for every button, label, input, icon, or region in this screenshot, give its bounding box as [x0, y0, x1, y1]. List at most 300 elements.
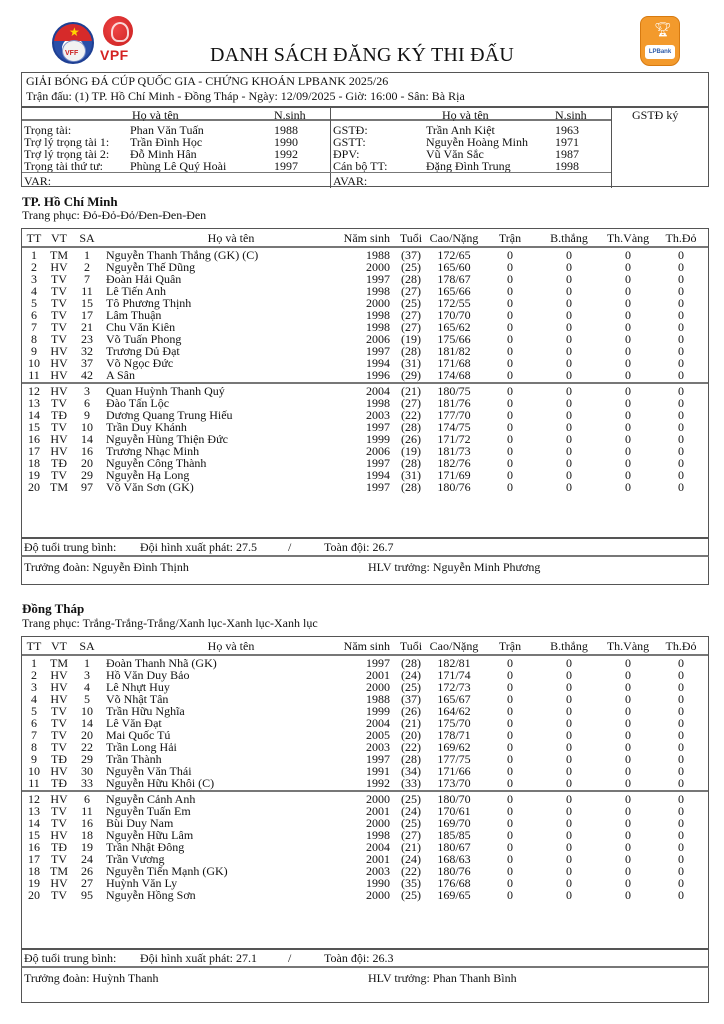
official-name: Đặng Đình Trung: [426, 159, 511, 173]
player-number: 20: [28, 888, 40, 902]
goals: 0: [566, 248, 572, 262]
matches-played: 0: [507, 368, 513, 382]
goals: 0: [566, 456, 572, 470]
official-role: Trợ lý trọng tài 1:: [24, 135, 110, 149]
col-header-signature: GSTĐ ký: [632, 108, 679, 122]
player-position: TV: [51, 852, 67, 866]
avg-age-starting: Đội hình xuất phát: 27.5: [140, 540, 257, 554]
birth-year: 1998: [366, 308, 390, 322]
official-birth: 1997: [274, 159, 298, 173]
avar-label: AVAR:: [333, 174, 368, 188]
goals: 0: [566, 704, 572, 718]
player-name: Chu Văn Kiên: [106, 320, 176, 334]
height-weight: 171/72: [437, 432, 471, 446]
player-name: Trần Thành: [106, 752, 162, 766]
shirt-number: 1: [84, 656, 90, 670]
player-age: (19): [401, 332, 421, 346]
col-header-red-cards: Th.Đỏ: [665, 639, 697, 653]
height-weight: 178/67: [437, 272, 471, 286]
player-name: A Sân: [106, 368, 136, 382]
goals: 0: [566, 272, 572, 286]
shirt-number: 18: [81, 828, 93, 842]
matches-played: 0: [507, 764, 513, 778]
shirt-number: 97: [81, 480, 93, 494]
birth-year: 1998: [366, 396, 390, 410]
player-age: (24): [401, 852, 421, 866]
matches-played: 0: [507, 320, 513, 334]
birth-year: 1990: [366, 876, 390, 890]
col-header-matches-played: Trận: [498, 231, 522, 245]
player-age: (27): [401, 828, 421, 842]
shirt-number: 16: [81, 816, 93, 830]
player-position: HV: [50, 828, 68, 842]
player-age: (21): [401, 840, 421, 854]
height-weight: 171/74: [437, 668, 471, 682]
shirt-number: 22: [81, 740, 93, 754]
col-header-player-name: Họ và tên: [207, 639, 255, 653]
player-name: Nguyễn Thế Dũng: [106, 260, 196, 274]
matches-played: 0: [507, 680, 513, 694]
height-weight: 168/63: [437, 852, 471, 866]
birth-year: 2000: [366, 260, 390, 274]
player-age: (26): [401, 704, 421, 718]
goals: 0: [566, 668, 572, 682]
player-position: TV: [51, 308, 67, 322]
player-age: (25): [401, 680, 421, 694]
shirt-number: 2: [84, 260, 90, 274]
col-header-matches-played: Trận: [498, 639, 522, 653]
birth-year: 1991: [366, 764, 390, 778]
yellow-cards: 0: [625, 852, 631, 866]
player-number: 15: [28, 420, 40, 434]
col-header-birth-year: Năm sinh: [343, 231, 390, 245]
player-name: Mai Quốc Tú: [106, 728, 171, 742]
player-number: 7: [31, 728, 37, 742]
player-position: TV: [51, 396, 67, 410]
player-number: 17: [28, 444, 40, 458]
player-position: HV: [50, 792, 68, 806]
column-divider: [330, 108, 331, 188]
competition-name: GIẢI BÓNG ĐÁ CÚP QUỐC GIA - CHỨNG KHOÁN LPBANK 2025/26: [26, 74, 389, 88]
col-header-goals: B.thắng: [550, 639, 588, 653]
col-header-player-age: Tuổi: [399, 639, 423, 653]
player-number: 1: [31, 656, 37, 670]
height-weight: 174/68: [437, 368, 471, 382]
matches-played: 0: [507, 432, 513, 446]
team-kit-home: Trang phục: Đỏ-Đỏ-Đỏ/Đen-Đen-Đen: [22, 208, 207, 222]
birth-year: 1997: [366, 456, 390, 470]
goals: 0: [566, 260, 572, 274]
height-weight: 171/68: [437, 356, 471, 370]
goals: 0: [566, 728, 572, 742]
official-role: Trợ lý trọng tài 2:: [24, 147, 110, 161]
yellow-cards: 0: [625, 816, 631, 830]
player-name: Trần Nhật Đông: [106, 840, 185, 854]
birth-year: 2003: [366, 740, 390, 754]
avg-age-all: Toàn đội: 26.7: [324, 540, 394, 554]
player-position: TV: [51, 888, 67, 902]
red-cards: 0: [678, 432, 684, 446]
player-age: (33): [401, 776, 421, 790]
player-number: 18: [28, 456, 40, 470]
shirt-number: 4: [84, 680, 90, 694]
matches-played: 0: [507, 852, 513, 866]
goals: 0: [566, 716, 572, 730]
red-cards: 0: [678, 656, 684, 670]
average-age-home: [21, 538, 709, 557]
birth-year: 2003: [366, 408, 390, 422]
official-birth: 1998: [555, 159, 579, 173]
birth-year: 2003: [366, 864, 390, 878]
yellow-cards: 0: [625, 740, 631, 754]
col-header-goals: B.thắng: [550, 231, 588, 245]
red-cards: 0: [678, 852, 684, 866]
goals: 0: [566, 840, 572, 854]
shirt-number: 5: [84, 692, 90, 706]
col-header-shirt-number: SA: [79, 639, 95, 653]
player-age: (28): [401, 656, 421, 670]
goals: 0: [566, 308, 572, 322]
birth-year: 2004: [366, 384, 390, 398]
birth-year: 2005: [366, 728, 390, 742]
official-role: Trọng tài thứ tư:: [24, 159, 103, 173]
table-row: [22, 369, 708, 381]
birth-year: 1992: [366, 776, 390, 790]
player-position: HV: [50, 876, 68, 890]
goals: 0: [566, 296, 572, 310]
official-birth: 1988: [274, 123, 298, 137]
birth-year: 1997: [366, 752, 390, 766]
matches-played: 0: [507, 444, 513, 458]
goals: 0: [566, 420, 572, 434]
matches-played: 0: [507, 776, 513, 790]
goals: 0: [566, 368, 572, 382]
height-weight: 164/62: [437, 704, 471, 718]
shirt-number: 17: [81, 308, 93, 322]
red-cards: 0: [678, 728, 684, 742]
goals: 0: [566, 356, 572, 370]
shirt-number: 11: [81, 804, 93, 818]
player-name: Huỳnh Văn Ly: [106, 876, 178, 890]
player-age: (27): [401, 396, 421, 410]
height-weight: 169/70: [437, 816, 471, 830]
shirt-number: 32: [81, 344, 93, 358]
shirt-number: 3: [84, 384, 90, 398]
var-label: VAR:: [24, 174, 52, 188]
height-weight: 180/75: [437, 384, 471, 398]
birth-year: 2000: [366, 296, 390, 310]
yellow-cards: 0: [625, 840, 631, 854]
col-header-name: Họ và tên: [132, 108, 179, 122]
shirt-number: 10: [81, 420, 93, 434]
official-birth: 1963: [555, 123, 579, 137]
yellow-cards: 0: [625, 792, 631, 806]
matches-played: 0: [507, 308, 513, 322]
player-name: Võ Nhật Tân: [106, 692, 169, 706]
officials-header: [22, 108, 611, 121]
yellow-cards: 0: [625, 408, 631, 422]
player-age: (27): [401, 308, 421, 322]
shirt-number: 21: [81, 320, 93, 334]
player-position: TV: [51, 420, 67, 434]
player-number: 14: [28, 816, 40, 830]
official-name: Trần Anh Kiệt: [426, 123, 495, 137]
player-position: TV: [51, 704, 67, 718]
player-position: TV: [51, 296, 67, 310]
trophy-icon: 🏆︎: [654, 22, 672, 38]
table-row: [22, 481, 708, 493]
official-name: Trần Đình Học: [130, 135, 203, 149]
player-number: 11: [28, 776, 40, 790]
yellow-cards: 0: [625, 420, 631, 434]
matches-played: 0: [507, 668, 513, 682]
shirt-number: 1: [84, 248, 90, 262]
table-row: [22, 777, 708, 789]
birth-year: 1988: [366, 248, 390, 262]
matches-played: 0: [507, 356, 513, 370]
red-cards: 0: [678, 864, 684, 878]
matches-played: 0: [507, 420, 513, 434]
yellow-cards: 0: [625, 272, 631, 286]
vff-logo-text: VFF: [65, 50, 79, 57]
red-cards: 0: [678, 888, 684, 902]
official-birth: 1992: [274, 147, 298, 161]
player-position: HV: [50, 344, 68, 358]
document-title: DANH SÁCH ĐĂNG KÝ THI ĐẤU: [209, 44, 515, 66]
birth-year: 1997: [366, 272, 390, 286]
shirt-number: 20: [81, 728, 93, 742]
player-age: (22): [401, 740, 421, 754]
player-name: Trương Dủ Đạt: [106, 344, 180, 358]
birth-year: 2004: [366, 716, 390, 730]
col-header-player-age: Tuổi: [399, 231, 423, 245]
matches-played: 0: [507, 284, 513, 298]
goals: 0: [566, 852, 572, 866]
red-cards: 0: [678, 764, 684, 778]
shirt-number: 3: [84, 668, 90, 682]
matches-played: 0: [507, 456, 513, 470]
player-number: 14: [28, 408, 40, 422]
player-name: Trần Long Hải: [106, 740, 177, 754]
player-position: HV: [50, 368, 68, 382]
matches-played: 0: [507, 876, 513, 890]
matches-played: 0: [507, 408, 513, 422]
birth-year: 2004: [366, 840, 390, 854]
yellow-cards: 0: [625, 752, 631, 766]
player-name: Đoàn Hải Quân: [106, 272, 182, 286]
red-cards: 0: [678, 680, 684, 694]
height-weight: 173/70: [437, 776, 471, 790]
height-weight: 175/66: [437, 332, 471, 346]
height-weight: 170/61: [437, 804, 471, 818]
player-table-home: [21, 228, 709, 538]
yellow-cards: 0: [625, 356, 631, 370]
player-position: HV: [50, 668, 68, 682]
official-name: Vũ Văn Sắc: [426, 147, 484, 161]
height-weight: 177/75: [437, 752, 471, 766]
matches-played: 0: [507, 792, 513, 806]
height-weight: 181/73: [437, 444, 471, 458]
player-name: Nguyễn Hạ Long: [106, 468, 190, 482]
birth-year: 2000: [366, 888, 390, 902]
player-number: 5: [31, 296, 37, 310]
player-position: HV: [50, 680, 68, 694]
player-name: Lâm Thuận: [106, 308, 162, 322]
goals: 0: [566, 804, 572, 818]
shirt-number: 27: [81, 876, 93, 890]
goals: 0: [566, 320, 572, 334]
red-cards: 0: [678, 804, 684, 818]
red-cards: 0: [678, 272, 684, 286]
col-header-player-position: VT: [51, 231, 67, 245]
height-weight: 182/76: [437, 456, 471, 470]
avg-age-separator: /: [288, 951, 292, 965]
shirt-number: 30: [81, 764, 93, 778]
shirt-number: 29: [81, 752, 93, 766]
player-number: 19: [28, 876, 40, 890]
official-role: Trọng tài:: [24, 123, 72, 137]
player-number: 11: [28, 368, 40, 382]
table-row: [22, 889, 708, 901]
player-position: TV: [51, 716, 67, 730]
goals: 0: [566, 480, 572, 494]
red-cards: 0: [678, 716, 684, 730]
col-header-name: Họ và tên: [442, 108, 489, 122]
matches-played: 0: [507, 704, 513, 718]
height-weight: 181/76: [437, 396, 471, 410]
player-number: 12: [28, 384, 40, 398]
player-number: 4: [31, 692, 37, 706]
player-number: 18: [28, 864, 40, 878]
goals: 0: [566, 444, 572, 458]
height-weight: 180/67: [437, 840, 471, 854]
player-age: (31): [401, 356, 421, 370]
divider: [22, 172, 611, 173]
birth-year: 2000: [366, 680, 390, 694]
red-cards: 0: [678, 692, 684, 706]
player-name: Lê Văn Đạt: [106, 716, 162, 730]
player-age: (37): [401, 692, 421, 706]
lpbank-logo-text: LPBank: [645, 45, 675, 59]
player-position: TV: [51, 740, 67, 754]
goals: 0: [566, 332, 572, 346]
matches-played: 0: [507, 752, 513, 766]
player-age: (21): [401, 716, 421, 730]
player-age: (28): [401, 480, 421, 494]
player-number: 2: [31, 668, 37, 682]
player-name: Nguyễn Hữu Lâm: [106, 828, 194, 842]
player-age: (29): [401, 368, 421, 382]
player-name: Đoàn Thanh Nhã (GK): [106, 656, 217, 670]
height-weight: 181/82: [437, 344, 471, 358]
player-age: (25): [401, 792, 421, 806]
yellow-cards: 0: [625, 656, 631, 670]
official-name: Nguyễn Hoàng Minh: [426, 135, 528, 149]
goals: 0: [566, 408, 572, 422]
officials-table: [21, 107, 709, 187]
match-details: Trận đấu: (1) TP. Hồ Chí Minh - Đồng Tháp - Ngày: 12/09/2025 - Giờ: 16:00 - Sân: Bà Rịa: [26, 89, 465, 103]
birth-year: 1997: [366, 344, 390, 358]
yellow-cards: 0: [625, 332, 631, 346]
staff-away: [21, 968, 709, 1003]
birth-year: 1999: [366, 704, 390, 718]
player-position: HV: [50, 260, 68, 274]
col-header-red-cards: Th.Đỏ: [665, 231, 697, 245]
yellow-cards: 0: [625, 776, 631, 790]
player-name: Nguyễn Hữu Khôi (C): [106, 776, 215, 790]
player-name: Lê Tiến Anh: [106, 284, 167, 298]
player-name: Bùi Duy Nam: [106, 816, 174, 830]
birth-year: 1988: [366, 692, 390, 706]
player-name: Trần Vương: [106, 852, 165, 866]
official-role: Cán bộ TT:: [333, 159, 388, 173]
red-cards: 0: [678, 876, 684, 890]
yellow-cards: 0: [625, 320, 631, 334]
player-number: 5: [31, 704, 37, 718]
player-name: Võ Văn Sơn (GK): [106, 480, 194, 494]
matches-played: 0: [507, 272, 513, 286]
birth-year: 1996: [366, 368, 390, 382]
red-cards: 0: [678, 332, 684, 346]
team-kit-away: Trang phục: Trắng-Trắng-Trắng/Xanh lục-Xanh lục-Xanh lục: [22, 616, 318, 630]
player-age: (35): [401, 876, 421, 890]
red-cards: 0: [678, 840, 684, 854]
matches-played: 0: [507, 828, 513, 842]
col-header-player-number: TT: [26, 639, 42, 653]
red-cards: 0: [678, 320, 684, 334]
height-weight: 169/65: [437, 888, 471, 902]
avg-age-label: Độ tuổi trung bình:: [24, 540, 117, 554]
shirt-number: 24: [81, 852, 93, 866]
shirt-number: 37: [81, 356, 93, 370]
player-name: Trần Duy Khánh: [106, 420, 187, 434]
player-name: Nguyễn Hồng Sơn: [106, 888, 196, 902]
col-header-birth: N.sinh: [555, 108, 587, 122]
red-cards: 0: [678, 396, 684, 410]
yellow-cards: 0: [625, 248, 631, 262]
red-cards: 0: [678, 248, 684, 262]
birth-year: 2000: [366, 792, 390, 806]
matches-played: 0: [507, 344, 513, 358]
matches-played: 0: [507, 888, 513, 902]
yellow-cards: 0: [625, 480, 631, 494]
shirt-number: 14: [81, 432, 93, 446]
shirt-number: 20: [81, 456, 93, 470]
team-name-home: TP. Hồ Chí Minh: [22, 194, 118, 209]
col-header-shirt-number: SA: [79, 231, 95, 245]
shirt-number: 14: [81, 716, 93, 730]
goals: 0: [566, 740, 572, 754]
player-name: Nguyễn Thanh Thắng (GK) (C): [106, 248, 259, 262]
player-number: 20: [28, 480, 40, 494]
player-number: 7: [31, 320, 37, 334]
yellow-cards: 0: [625, 668, 631, 682]
player-name: Tô Phương Thịnh: [106, 296, 192, 310]
player-position: TĐ: [51, 408, 67, 422]
shirt-number: 6: [84, 396, 90, 410]
player-position: TV: [51, 272, 67, 286]
player-position: TM: [50, 656, 68, 670]
team-manager: Trưởng đoàn: Nguyễn Đình Thịnh: [24, 560, 189, 574]
red-cards: 0: [678, 356, 684, 370]
goals: 0: [566, 344, 572, 358]
goals: 0: [566, 468, 572, 482]
goals: 0: [566, 764, 572, 778]
table-header-row: [22, 232, 708, 244]
player-position: HV: [50, 692, 68, 706]
player-number: 3: [31, 272, 37, 286]
star-icon: ★: [69, 25, 80, 39]
